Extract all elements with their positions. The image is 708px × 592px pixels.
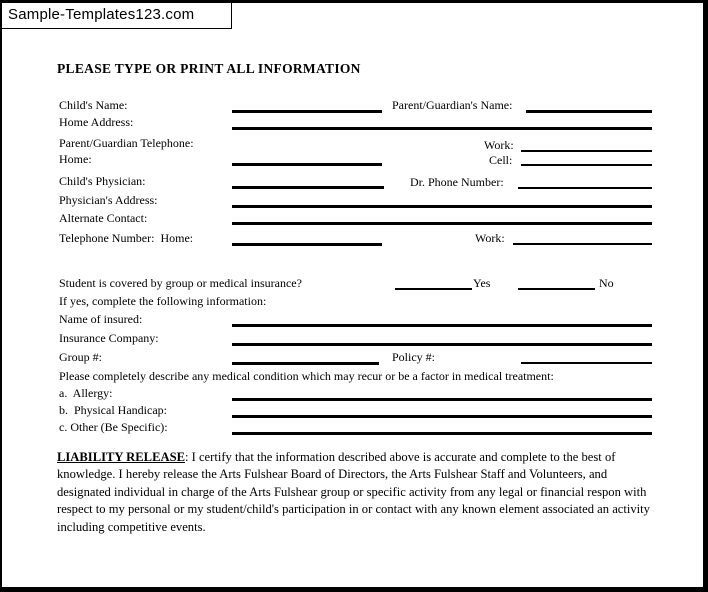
if-yes-note: If yes, complete the following information: <box>59 294 267 308</box>
cell-phone-line[interactable] <box>521 164 652 166</box>
allergy-line[interactable] <box>232 398 652 401</box>
alternate-contact-line[interactable] <box>232 222 652 225</box>
parent-guardian-telephone-label: Parent/Guardian Telephone: <box>59 136 194 150</box>
insurance-no-label: No <box>599 276 614 290</box>
childs-physician-line[interactable] <box>232 186 384 189</box>
allergy-label: a. Allergy: <box>59 386 113 400</box>
work-label: Work: <box>484 138 514 152</box>
form-header: PLEASE TYPE OR PRINT ALL INFORMATION <box>57 61 361 76</box>
dr-phone-number-line[interactable] <box>518 187 652 189</box>
insurance-company-label: Insurance Company: <box>59 331 159 345</box>
physicians-address-line[interactable] <box>232 205 652 208</box>
work-phone-line[interactable] <box>521 150 652 152</box>
liability-release-paragraph <box>57 449 659 536</box>
other-be-specific-label: c. Other (Be Specific): <box>59 420 168 434</box>
parent-guardian-name-line[interactable] <box>526 110 652 113</box>
insurance-company-line[interactable] <box>232 343 652 346</box>
name-of-insured-label: Name of insured: <box>59 312 143 326</box>
physical-handicap-label: b. Physical Handicap: <box>59 403 167 417</box>
group-number-line[interactable] <box>232 362 379 365</box>
insurance-question-label: Student is covered by group or medical insurance? <box>59 276 302 290</box>
home-address-line[interactable] <box>232 127 652 130</box>
home-phone-line[interactable] <box>232 163 382 166</box>
telephone-number-work-line[interactable] <box>513 243 652 245</box>
name-of-insured-line[interactable] <box>232 324 652 327</box>
parent-guardian-name-label: Parent/Guardian's Name: <box>392 98 513 112</box>
other-be-specific-line[interactable] <box>232 432 652 435</box>
watermark-box <box>2 3 232 29</box>
liability-release-text: : I certify that the information described above is accurate and complete to the best of knowledge. I hereby release the Arts Fulshear Board of Directors, the Arts Fulshear Staff and Volunteers, and designated individual in charge of the Arts Fulshear group or specific activity from any legal or financial respon with respect to my personal or my student/child's participation in or contact with any known element associated an activity including competitive events. <box>57 450 650 534</box>
insurance-yes-line[interactable] <box>395 288 472 290</box>
childs-name-label: Child's Name: <box>59 98 128 112</box>
alternate-contact-label: Alternate Contact: <box>59 211 148 225</box>
policy-number-line[interactable] <box>521 362 652 364</box>
physicians-address-label: Physician's Address: <box>59 193 158 207</box>
telephone-number-home-label: Telephone Number: Home: <box>59 231 194 245</box>
watermark-text: Sample-Templates123.com <box>8 6 195 23</box>
telephone-number-work-label: Work: <box>475 231 505 245</box>
insurance-yes-label: Yes <box>473 276 491 290</box>
cell-label: Cell: <box>489 153 513 167</box>
dr-phone-number-label: Dr. Phone Number: <box>410 175 504 189</box>
physical-handicap-line[interactable] <box>232 415 652 418</box>
childs-name-line[interactable] <box>232 110 382 113</box>
medical-condition-prompt: Please completely describe any medical condition which may recur or be a factor in medical treatment: <box>59 369 554 383</box>
group-number-label: Group #: <box>59 350 102 364</box>
policy-number-label: Policy #: <box>392 350 436 364</box>
home-address-label: Home Address: <box>59 115 134 129</box>
liability-release-heading: LIABILITY RELEASE <box>57 450 185 464</box>
insurance-no-line[interactable] <box>518 288 595 290</box>
childs-physician-label: Child's Physician: <box>59 174 146 188</box>
telephone-number-home-line[interactable] <box>232 243 382 246</box>
home-phone-label: Home: <box>59 152 92 166</box>
